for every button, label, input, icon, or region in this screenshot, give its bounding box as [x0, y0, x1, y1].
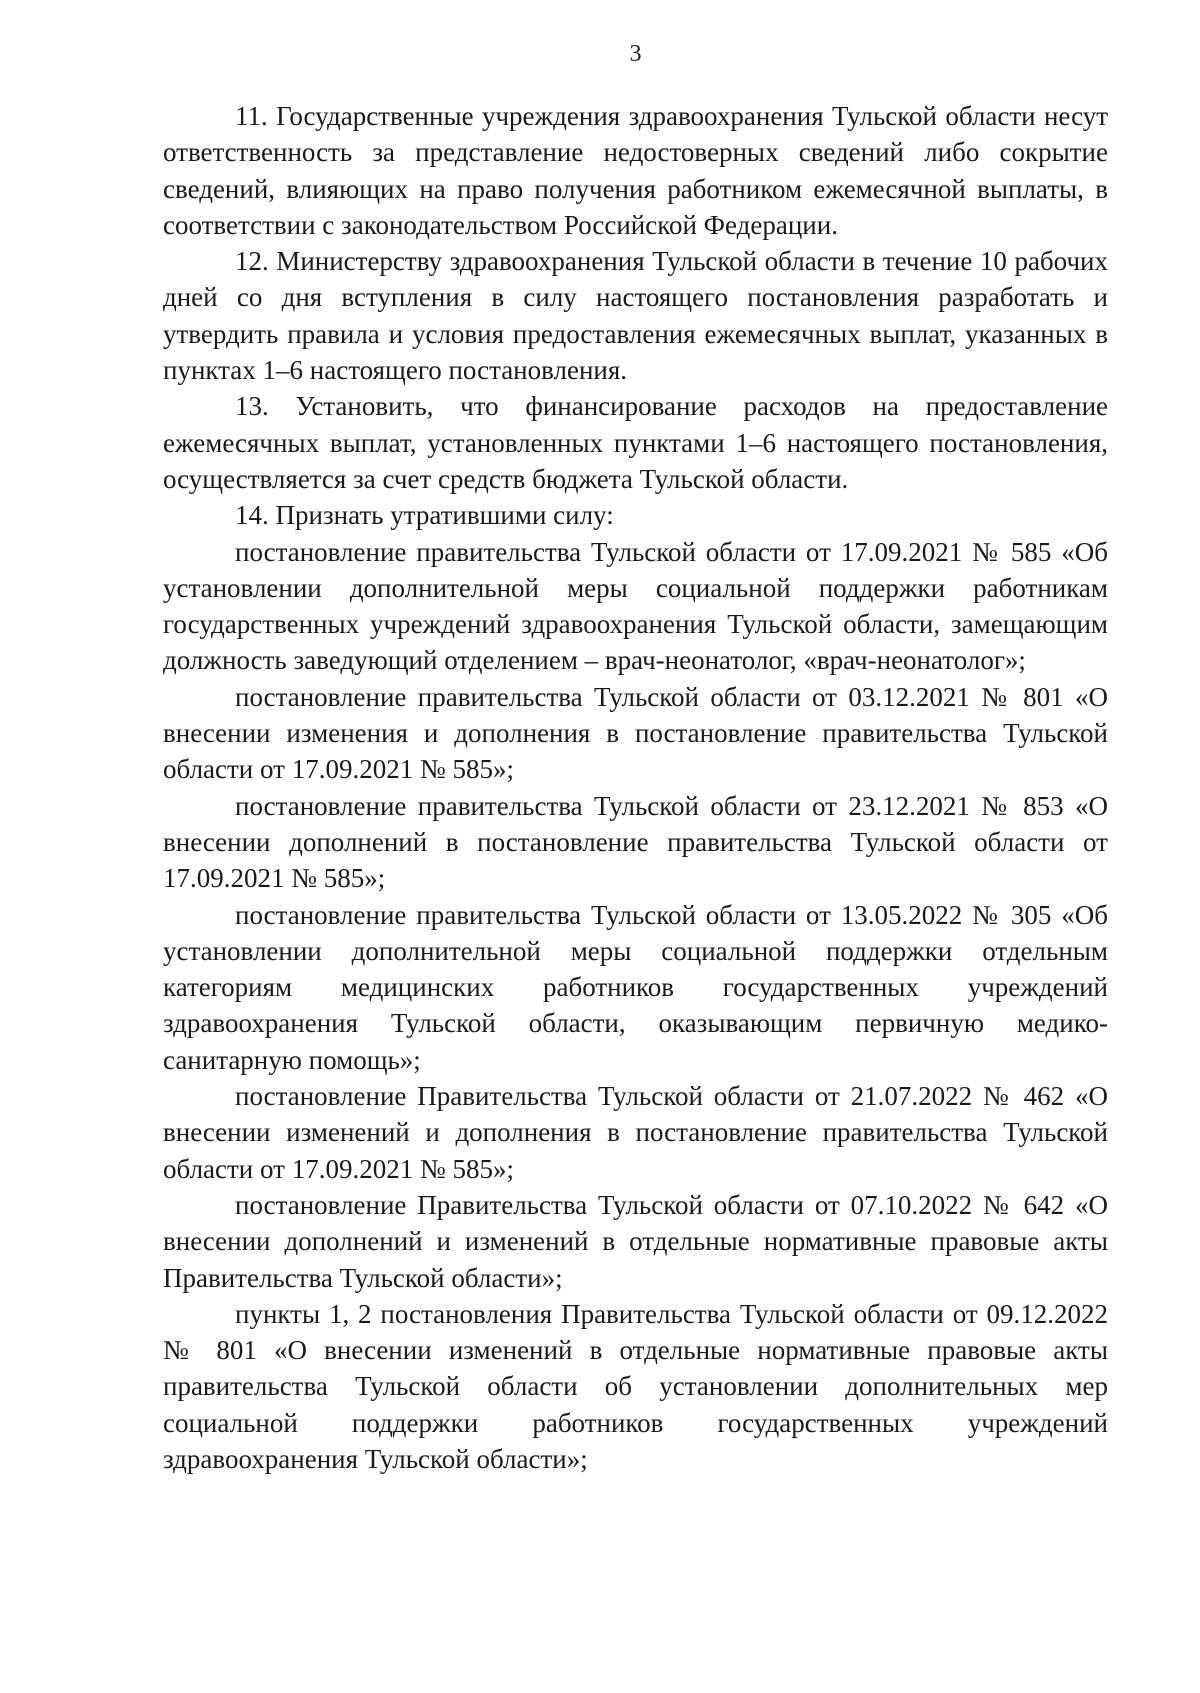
repealed-act-853: постановление правительства Тульской области от 23.12.2021 № 853 «О внесении дополнений в постановление правительства Тульской области от 17.09.2021 № 585»; [163, 790, 1108, 894]
page-number: 3 [629, 41, 642, 67]
repealed-act-801-2021: постановление правительства Тульской области от 03.12.2021 № 801 «О внесении изменения и дополнения в постановление правительства Тульской области от 17.09.2021 № 585»; [163, 681, 1108, 785]
paragraph-12: 12. Министерству здравоохранения Тульской области в течение 10 рабочих дней со дня вступления в силу настоящего постановления разработать и утвердить правила и условия предоставления ежемесячных выплат, указанных в пунктах 1–6 настоящего постановления. [163, 246, 1108, 386]
repealed-act-585: постановление правительства Тульской области от 17.09.2021 № 585 «Об установлении дополнительной меры социальной поддержки работникам государственных учреждений здравоохранения Тульской области, замещающим должность заведующий отделением – врач-неонатолог, «врач-неонатолог»; [163, 536, 1108, 676]
paragraph-11: 11. Государственные учреждения здравоохранения Тульской области несут ответственность за представление недостоверных сведений либо сокрытие сведений, влияющих на право получения работником ежемесячной выплаты, в соответствии с законодательством Российской Федерации. [163, 101, 1108, 240]
paragraph-14: 14. Признать утратившими силу: [235, 500, 614, 531]
repealed-act-305: постановление правительства Тульской области от 13.05.2022 № 305 «Об установлении дополнительной меры социальной поддержки отдельным категориям медицинских работников государственных учреждений здравоохранения Тульской области, оказывающим первичную медико-санитарную помощь»; [163, 899, 1108, 1075]
repealed-act-462: постановление Правительства Тульской области от 21.07.2022 № 462 «О внесении изменений и дополнения в постановление правительства Тульской области от 17.09.2021 № 585»; [163, 1081, 1108, 1184]
repealed-act-801-2022: пункты 1, 2 постановления Правительства Тульской области от 09.12.2022 № 801 «О внесении изменений в отдельные нормативные правовые акты правительства Тульской области об установлении дополнительных мер социальной поддержки работников государственных учреждений здравоохранения Тульской области»; [163, 1298, 1108, 1474]
document-page [163, 40, 1108, 1660]
paragraph-13: 13. Установить, что финансирование расходов на предоставление ежемесячных выплат, установленных пунктами 1–6 настоящего постановления, осуществляется за счет средств бюджета Тульской области. [163, 391, 1108, 494]
repealed-act-642: постановление Правительства Тульской области от 07.10.2022 № 642 «О внесении дополнений и изменений в отдельные нормативные правовые акты Правительства Тульской области»; [163, 1189, 1108, 1293]
